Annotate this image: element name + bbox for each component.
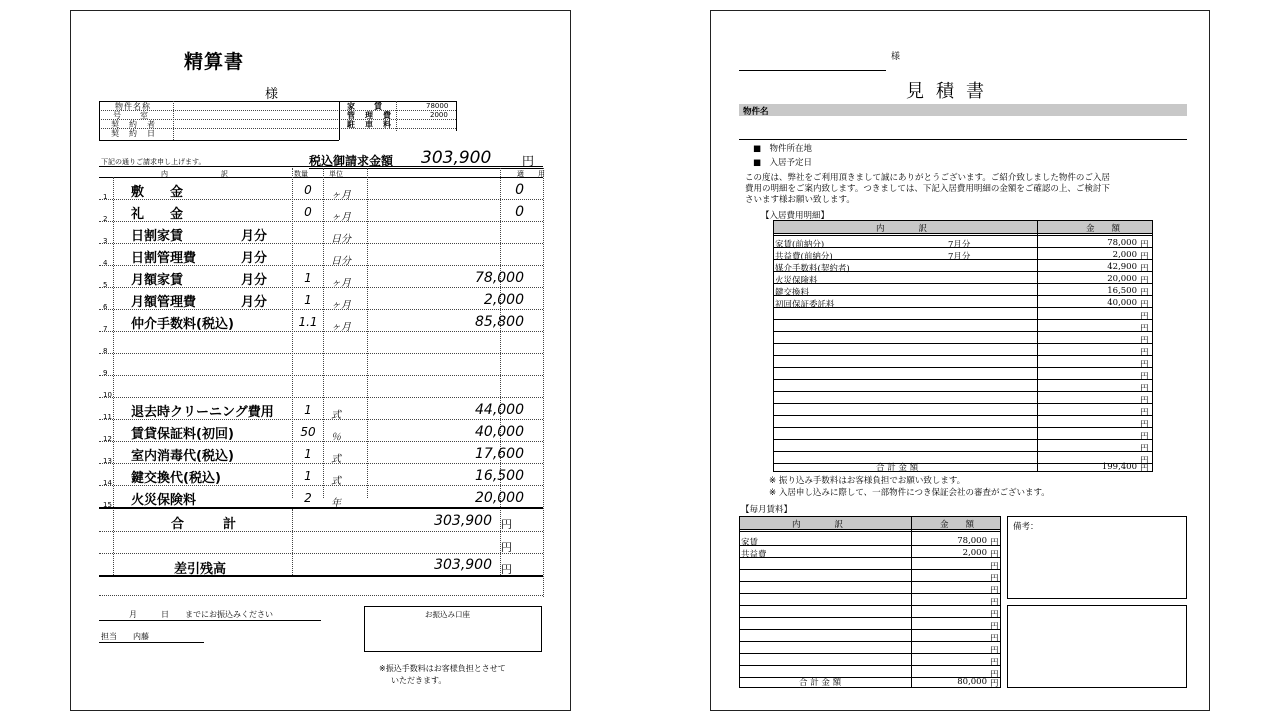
row-unit: ヶ月: [331, 190, 351, 201]
row-amount: 2,000: [483, 292, 524, 308]
parking-fee-label: 駐 車 料: [347, 120, 392, 129]
fee-note-1: ※振込手数料はお客様負担とさせて: [379, 664, 506, 673]
rent-value: 78000: [426, 102, 449, 110]
row-month: 月分: [241, 295, 268, 310]
row-qty: 0: [304, 183, 312, 197]
moving-cost-section-title: 【入居費用明細】: [761, 211, 830, 221]
row-amount: 20,000: [475, 490, 524, 506]
row-unit: 年: [331, 498, 341, 509]
moving-item: 媒介手数料(契約者): [775, 264, 850, 274]
moving-amount: 2,000: [1112, 250, 1137, 260]
row-item: 仲介手数料(税込): [131, 317, 234, 332]
sum-value: 303,900: [434, 513, 492, 529]
monthly-col-amount: 金 額: [940, 520, 975, 530]
row-unit: 式: [331, 410, 341, 421]
yen-unit: 円: [1140, 252, 1149, 262]
yen-unit: 円: [990, 646, 999, 656]
moving-item: 鍵交換料: [775, 288, 810, 298]
row-item: 火災保険料: [131, 493, 197, 508]
transfer-account-box: [364, 606, 542, 652]
row-unit: ヶ月: [331, 300, 351, 311]
moving-item: 共益費(前納分): [775, 252, 833, 262]
payment-deadline: 月 日 までにお振込みください: [129, 610, 273, 619]
row-item: 礼 金: [131, 207, 184, 222]
yen-unit: 円: [1140, 408, 1149, 418]
row-unit: 日分: [331, 234, 351, 245]
row-item: 月額管理費: [131, 295, 197, 310]
mgmt-fee-value: 2000: [430, 111, 448, 119]
row-number: 6: [103, 303, 108, 311]
sum-label: 合 計: [171, 517, 237, 532]
contractor-label: 契 約 者: [111, 120, 156, 129]
row-number: 1: [103, 193, 108, 201]
yen-unit: 円: [1140, 288, 1149, 298]
notes-box: [1007, 605, 1187, 688]
fee-note-2: いただきます。: [391, 676, 447, 685]
sub-yen: 円: [501, 541, 512, 554]
row-qty: 50: [300, 425, 316, 439]
row-item: 敷 金: [131, 185, 184, 200]
remarks-label: 備考：: [1013, 522, 1039, 532]
row-month: 月分: [241, 251, 268, 266]
row-amount: 16,500: [475, 468, 524, 484]
yen-unit: 円: [1140, 420, 1149, 430]
row-item: 日割管理費: [131, 251, 197, 266]
row-qty: 1: [304, 403, 312, 417]
header-qty: 数量: [294, 170, 308, 178]
transfer-account-label: お振込み口座: [425, 610, 470, 619]
property-name-bar: [739, 104, 1187, 116]
moving-amount: 40,000: [1107, 298, 1137, 308]
intro-line-2: 費用の明細をご案内致します。つきましては、下記入居費用明細の金額をご確認の上、ご検討下: [745, 184, 1110, 194]
row-qty: 1: [304, 469, 312, 483]
monthly-total-yen: 円: [990, 679, 999, 689]
row-item: 退去時クリーニング費用: [131, 405, 274, 420]
balance-yen: 円: [501, 563, 512, 576]
row-unit: ヶ月: [331, 322, 351, 333]
row-number: 9: [103, 369, 108, 377]
row-number: 10: [103, 391, 112, 399]
estimate-sheet: [710, 10, 1210, 711]
monthly-amount: 78,000: [957, 536, 987, 546]
moving-total-label: 合 計 金 額: [876, 463, 919, 473]
row-amount: 40,000: [475, 424, 524, 440]
row-amount: 85,800: [475, 314, 524, 330]
row-qty: 1: [304, 271, 312, 285]
transfer-fee-note: ※ 振り込み手数料はお客様負担でお願い致します。: [769, 476, 966, 486]
monthly-section-title: 【毎月賃料】: [741, 505, 793, 515]
yen-unit: 円: [1140, 240, 1149, 250]
row-number: 15: [103, 501, 112, 509]
row-amount: 0: [515, 204, 524, 220]
request-note: 下記の通りご請求申し上げます。: [101, 158, 206, 166]
moving-total-yen: 円: [1140, 464, 1149, 474]
yen-unit: 円: [1140, 348, 1149, 358]
yen-unit: 円: [1140, 444, 1149, 454]
yen-unit: 円: [990, 610, 999, 620]
yen-unit: 円: [1140, 360, 1149, 370]
yen-unit: 円: [990, 658, 999, 668]
addressee-honorific: 様: [891, 52, 901, 62]
row-number: 11: [103, 413, 112, 421]
row-qty: 1: [304, 447, 312, 461]
guarantor-note: ※ 入居申し込みに際して、一部物件につき保証会社の審査がございます。: [769, 488, 1050, 498]
monthly-item: 家賃: [741, 538, 759, 548]
yen-unit: 円: [990, 562, 999, 572]
moving-month: 7月分: [948, 240, 971, 250]
move-in-date-label: ■ 入居予定日: [753, 158, 813, 168]
yen-unit: 円: [1140, 384, 1149, 394]
mgmt-fee-label: 管 理 費: [347, 111, 392, 120]
row-unit: 日分: [331, 256, 351, 267]
yen-unit: 円: [990, 538, 999, 548]
yen-unit: 円: [990, 634, 999, 644]
row-item: 鍵交換代(税込): [131, 471, 221, 486]
intro-line-3: さいます様お願い致します。: [745, 195, 855, 205]
row-unit: ヶ月: [331, 212, 351, 223]
estimate-title: 見積書: [906, 81, 996, 102]
row-qty: 1: [304, 293, 312, 307]
balance-value: 303,900: [434, 557, 492, 573]
row-amount: 44,000: [475, 402, 524, 418]
col-amount-header: 金 額: [1086, 224, 1121, 234]
yen-unit: 円: [990, 622, 999, 632]
yen-unit: 円: [1140, 312, 1149, 322]
moving-item: 初回保証委託料: [775, 300, 835, 310]
row-item: 日割家賃: [131, 229, 184, 244]
yen-unit: 円: [1140, 276, 1149, 286]
balance-label: 差引残高: [174, 562, 227, 577]
row-number: 3: [103, 237, 108, 245]
moving-item: 火災保険料: [775, 276, 818, 286]
moving-amount: 20,000: [1107, 274, 1137, 284]
yen-unit: 円: [1140, 456, 1149, 466]
row-unit: ％: [331, 432, 341, 443]
row-amount: 78,000: [475, 270, 524, 286]
yen-unit: 円: [1140, 300, 1149, 310]
yen-unit: 円: [990, 670, 999, 680]
row-amount: 17,600: [475, 446, 524, 462]
row-unit: 式: [331, 454, 341, 465]
yen-unit: 円: [1140, 372, 1149, 382]
row-number: 8: [103, 347, 108, 355]
total-request-yen: 円: [522, 154, 535, 168]
col-item-header: 内 訳: [876, 224, 928, 234]
property-location-label: ■ 物件所在地: [753, 144, 813, 154]
moving-item: 家賃(前納分): [775, 240, 825, 250]
header-item: 内 訳: [161, 170, 231, 178]
row-qty: 2: [304, 491, 312, 505]
yen-unit: 円: [990, 586, 999, 596]
addressee-honorific: 様: [265, 87, 279, 102]
total-request-label: 税込御請求金額: [309, 154, 394, 168]
row-qty: 0: [304, 205, 312, 219]
total-request-value: 303,900: [421, 148, 492, 168]
row-qty: 1.1: [298, 315, 318, 329]
row-number: 5: [103, 281, 108, 289]
yen-unit: 円: [990, 598, 999, 608]
row-number: 7: [103, 325, 108, 333]
row-number: 2: [103, 215, 108, 223]
moving-month: 7月分: [948, 252, 971, 262]
yen-unit: 円: [990, 574, 999, 584]
row-item: 賃貸保証料(初回): [131, 427, 234, 442]
settlement-title: 精算書: [184, 51, 245, 73]
monthly-item: 共益費: [741, 550, 767, 560]
yen-unit: 円: [1140, 432, 1149, 442]
property-name-label: 物件名称: [115, 102, 151, 111]
remarks-box: [1007, 516, 1187, 599]
row-number: 14: [103, 479, 112, 487]
row-item: 月額家賃: [131, 273, 184, 288]
property-name-label: 物件名: [743, 107, 769, 117]
sum-yen: 円: [501, 518, 512, 531]
room-label: 号 室: [113, 111, 149, 120]
row-unit: ヶ月: [331, 278, 351, 289]
row-number: 13: [103, 457, 112, 465]
yen-unit: 円: [1140, 324, 1149, 334]
moving-amount: 16,500: [1107, 286, 1137, 296]
rent-label: 家 賃: [347, 102, 383, 111]
header-remarks: 適 用: [517, 170, 545, 178]
yen-unit: 円: [990, 550, 999, 560]
settlement-sheet: [70, 10, 571, 711]
yen-unit: 円: [1140, 336, 1149, 346]
yen-unit: 円: [1140, 396, 1149, 406]
row-number: 4: [103, 259, 108, 267]
contract-date-label: 契 約 日: [111, 129, 156, 138]
row-item: 室内消毒代(税込): [131, 449, 234, 464]
yen-unit: 円: [1140, 264, 1149, 274]
monthly-total-label: 合 計 金 額: [799, 678, 842, 688]
row-month: 月分: [241, 273, 268, 288]
moving-total-value: 199,400: [1101, 462, 1137, 472]
intro-line-1: この度は、弊社をご利用頂きまして誠にありがとうございます。ご紹介致しました物件のご入居: [745, 173, 1110, 183]
moving-amount: 42,900: [1107, 262, 1137, 272]
row-month: 月分: [241, 229, 268, 244]
row-unit: 式: [331, 476, 341, 487]
staff-name: 担当 内藤: [101, 632, 149, 641]
moving-amount: 78,000: [1107, 238, 1137, 248]
header-unit: 単位: [329, 170, 343, 178]
monthly-amount: 2,000: [962, 548, 987, 558]
row-number: 12: [103, 435, 112, 443]
monthly-total-value: 80,000: [957, 677, 987, 687]
monthly-col-item: 内 訳: [792, 520, 844, 530]
row-amount: 0: [515, 182, 524, 198]
